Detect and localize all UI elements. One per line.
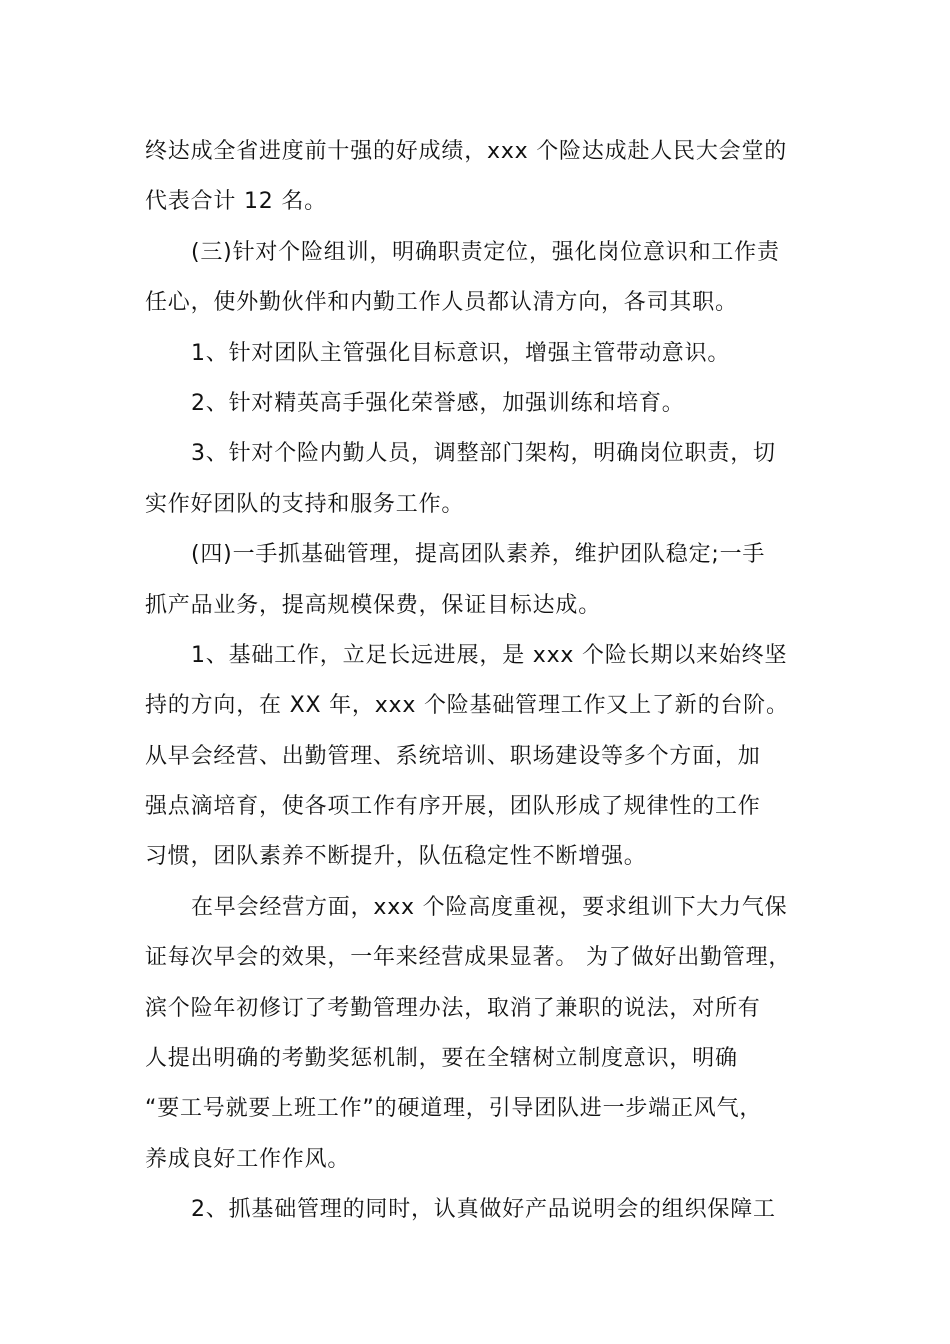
text-line: 证每次早会的效果，一年来经营成果显著。 为了做好出勤管理， (145, 945, 792, 971)
text-line: 滨个险年初修订了考勤管理办法，取消了兼职的说法，对所有 (145, 995, 761, 1021)
text-line: 终达成全省进度前十强的好成绩，xxx 个险达成赴人民大会堂的 (145, 139, 788, 164)
text-line: “要工号就要上班工作”的硬道理，引导团队进一步端正风气， (145, 1096, 763, 1122)
document-body (145, 127, 810, 1236)
text-line: 1、基础工作，立足长远进展，是 xxx 个险长期以来始终坚 (191, 642, 788, 668)
text-line: 2、针对精英高手强化荣誉感，加强训练和培育。 (191, 390, 685, 416)
text-line: 任心，使外勤伙伴和内勤工作人员都认清方向，各司其职。 (145, 290, 738, 316)
text-line: 代表合计 12 名。 (145, 189, 327, 215)
text-line: 人提出明确的考勤奖惩机制，要在全辖树立制度意识，明确 (145, 1046, 738, 1072)
text-line: 抓产品业务，提高规模保费，保证目标达成。 (145, 592, 602, 618)
text-line: (三)针对个险组训，明确职责定位，强化岗位意识和工作责 (191, 239, 780, 265)
text-line: 1、针对团队主管强化目标意识，增强主管带动意识。 (191, 340, 731, 366)
text-line: 实作好团队的支持和服务工作。 (145, 491, 465, 517)
text-line: 持的方向，在 XX 年，xxx 个险基础管理工作又上了新的台阶。 (145, 693, 789, 719)
text-line: (四)一手抓基础管理，提高团队素养，维护团队稳定;一手 (191, 542, 766, 568)
text-line: 强点滴培育，使各项工作有序开展，团队形成了规律性的工作 (145, 794, 761, 820)
text-line: 2、抓基础管理的同时，认真做好产品说明会的组织保障工 (191, 1197, 776, 1223)
text-line: 在早会经营方面，xxx 个险高度重视，要求组训下大力气保 (191, 894, 788, 920)
text-line: 习惯，团队素养不断提升，队伍稳定性不断增强。 (145, 844, 647, 870)
text-line: 从早会经营、出勤管理、系统培训、职场建设等多个方面，加 (145, 743, 761, 769)
text-line: 养成良好工作作风。 (145, 1146, 351, 1172)
text-line: 3、针对个险内勤人员，调整部门架构，明确岗位职责，切 (191, 441, 776, 467)
